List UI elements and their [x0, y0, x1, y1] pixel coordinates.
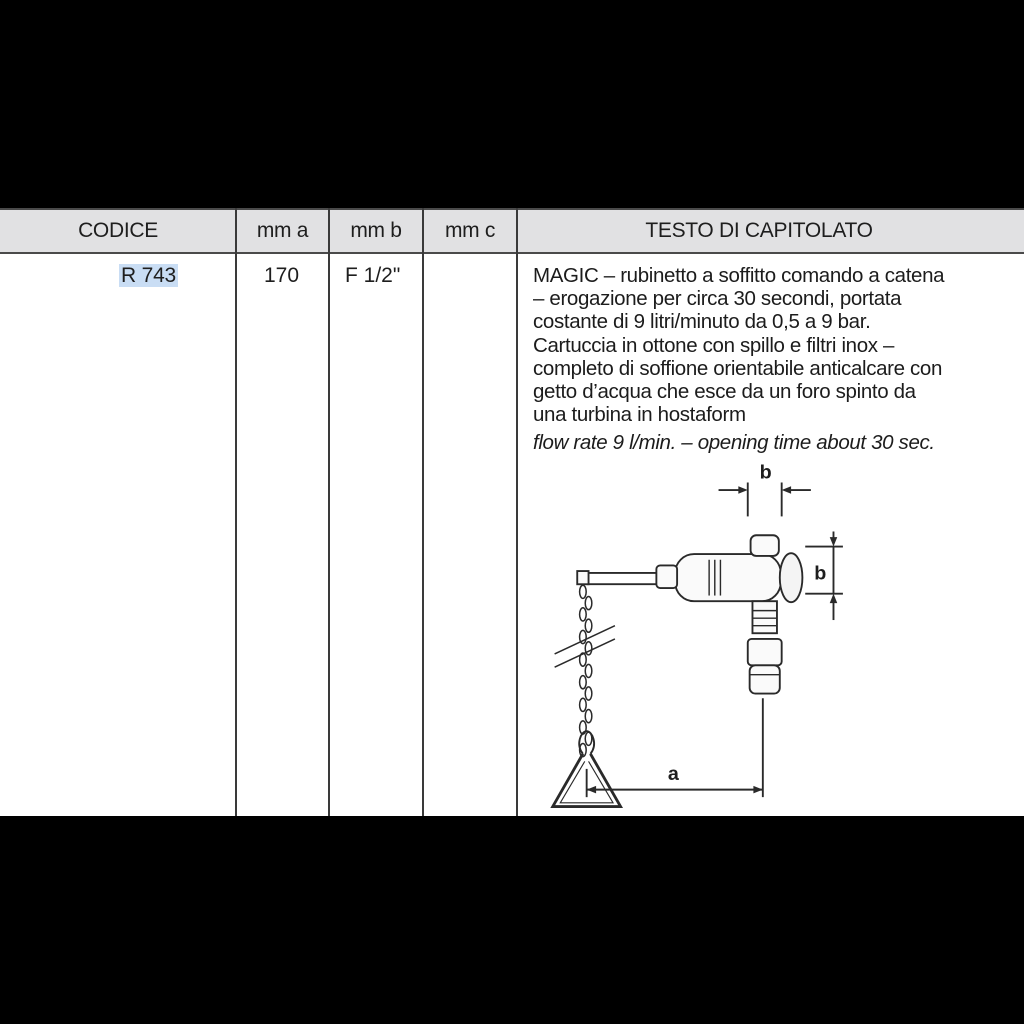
- chain-link: [580, 676, 587, 689]
- chain-link: [585, 619, 592, 632]
- spec-sheet-table: [0, 208, 1024, 816]
- valve-neck: [656, 565, 677, 588]
- dimension-arrow: [782, 486, 791, 494]
- dimension-label-a: a: [667, 763, 679, 786]
- header-mm-c: mm c: [444, 219, 496, 242]
- header-code: CODICE: [78, 219, 158, 242]
- specification-text: [533, 264, 1013, 455]
- dimension-label-b-side: b: [814, 562, 827, 585]
- code-cell[interactable]: [119, 264, 178, 288]
- chain-link: [585, 687, 592, 700]
- header-spec-text: TESTO DI CAPITOLATO: [645, 219, 873, 242]
- spray-head-top: [748, 639, 782, 665]
- chain-link: [580, 585, 587, 598]
- mm-b-value: F 1/2": [345, 264, 401, 287]
- faucet-technical-drawing: [530, 458, 860, 816]
- outlet-pipe: [752, 601, 776, 633]
- chain-link: [585, 710, 592, 723]
- valve-end-cap: [780, 553, 803, 602]
- spray-head: [750, 665, 780, 693]
- dimension-arrow: [587, 786, 596, 794]
- dimension-arrow: [753, 786, 762, 794]
- valve-top-cap: [751, 535, 779, 556]
- header-mm-a: mm a: [256, 219, 309, 242]
- description-line: costante di 9 litri/minuto da 0,5 a 9 bar.: [533, 310, 871, 334]
- column-divider: [328, 208, 330, 816]
- dimension-arrow: [738, 486, 747, 494]
- chain-link: [580, 698, 587, 711]
- description-line: una turbina in hostaform: [533, 403, 746, 427]
- table-header-row: [0, 208, 1024, 254]
- chain-link: [580, 608, 587, 621]
- header-mm-b: mm b: [350, 219, 402, 242]
- valve-body: [675, 554, 781, 601]
- description-line: MAGIC – rubinetto a soffitto comando a catena: [533, 264, 945, 287]
- mm-a-value: 170: [264, 264, 300, 287]
- dimension-arrow: [830, 594, 838, 603]
- chain-link: [585, 596, 592, 609]
- description-line: Cartuccia in ottone con spillo e filtri inox –: [533, 333, 895, 357]
- column-divider: [422, 208, 424, 816]
- lever-end: [577, 571, 588, 584]
- column-divider: [235, 208, 237, 816]
- dimension-label-b-top: b: [759, 461, 772, 484]
- description-line: completo di soffione orientabile anticalcare con: [533, 356, 943, 380]
- chain-link: [585, 664, 592, 677]
- dimension-arrow: [830, 537, 838, 546]
- description-line: getto d’acqua che esce da un foro spinto da: [533, 380, 916, 404]
- column-divider: [516, 208, 518, 816]
- product-code[interactable]: R 743: [121, 264, 177, 287]
- description-english: flow rate 9 l/min. – opening time about 30 sec.: [533, 431, 935, 455]
- description-line: – erogazione per circa 30 secondi, portata: [533, 287, 902, 311]
